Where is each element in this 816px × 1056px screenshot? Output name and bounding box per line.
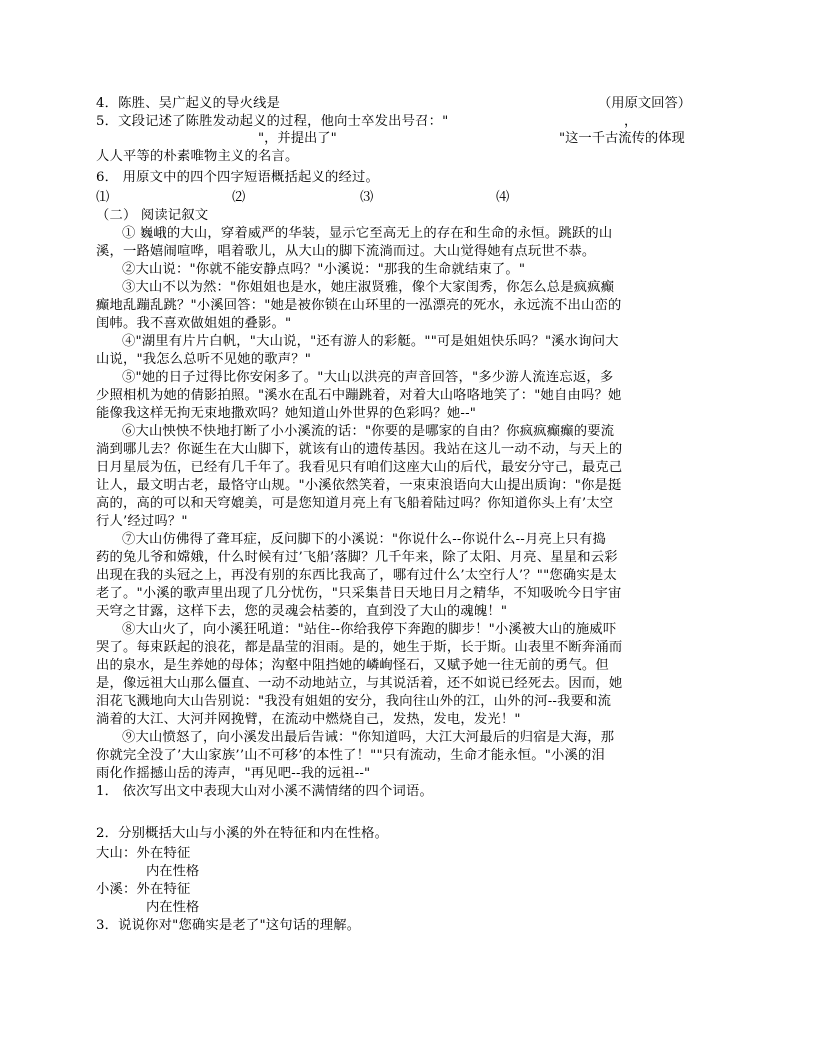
passage-line: 雨化作摇撼山岳的涛声，"再见吧--我的远祖--" <box>96 766 371 781</box>
passage-line: 行人’经过吗？" <box>96 514 188 529</box>
passage-line: ⑧大山火了，向小溪狂吼道："站住--你给我停下奔跑的脚步！"小溪被大山的施威吓 <box>122 622 617 637</box>
question-2: 2．分别概括大山与小溪的外在特征和内在性格。 <box>96 826 389 841</box>
question-4-text: 4．陈胜、吴广起义的导火线是 <box>96 96 281 111</box>
passage-line: 少照相机为她的倩影拍照。"溪水在乱石中蹦跳着，对着大山咯咯地笑了："她自由吗？她 <box>96 388 622 403</box>
question-6: 6． 用原文中的四个四字短语概括起义的经过。 <box>96 170 380 185</box>
passage-line: 癫地乱蹦乱跳？"小溪回答："她是被你锁在山环里的一泓漂亮的死水，永远流不出山峦的 <box>96 298 622 313</box>
blank-4: ⑷ <box>496 190 510 205</box>
passage-line: 淌到哪儿去？你诞生在大山脚下，就该有山的遗传基因。我站在这儿一动不动，与天上的 <box>96 442 623 457</box>
stream-inner-label: 内在性格 <box>146 900 200 915</box>
passage-line: 天穹之甘露，这样下去，您的灵魂会枯萎的，直到没了大山的魂魄！" <box>96 604 508 619</box>
passage-line: 出现在我的头冠之上，再没有别的东西比我高了，哪有过什么’太空行人’？""您确实是太 <box>96 568 617 583</box>
passage-line: ① 巍峨的大山，穿着威严的华装，显示它至高无上的存在和生命的永恒。跳跃的山 <box>122 226 613 241</box>
mountain-outer-label: 大山：外在特征 <box>96 846 191 861</box>
passage-line: 闺帏。我不喜欢做姐姐的叠影。" <box>96 316 292 331</box>
question-4-hint: （用原文回答） <box>598 96 692 111</box>
passage-line: 能像我这样无拘无束地撒欢吗？她知道山外世界的色彩吗？她--" <box>96 406 477 421</box>
blank-2: ⑵ <box>232 190 246 205</box>
passage-line: ③大山不以为然："你姐姐也是水，她庄淑贤雅，像个大家闺秀，你怎么总是疯疯癫 <box>122 280 615 295</box>
section-title: （二） 阅读记叙文 <box>96 208 209 223</box>
passage-line: ⑦大山仿佛得了聋耳症，反问脚下的小溪说："你说什么--你说什么--月亮上只有捣 <box>122 532 606 547</box>
question-5-line1: 5．文段记述了陈胜发动起义的过程，他向士卒发出号召：" <box>96 114 449 129</box>
passage-line: 溪，一路嬉闹喧哗，唱着歌儿，从大山的脚下流淌而过。大山觉得她有点玩世不恭。 <box>96 244 596 259</box>
passage-line: 是，像远祖大山那么僵直、一动不动地站立，与其说活着，还不如说已经死去。因而，她 <box>96 676 623 691</box>
question-3: 3．说说你对"您确实是老了"这句话的理解。 <box>96 918 361 933</box>
passage-line: 老了。"小溪的歌声里出现了几分忧伤，"只采集昔日天地日月之精华，不知吸吮今日宇宙 <box>96 586 622 601</box>
question-5-comma: ， <box>624 114 638 129</box>
passage-line: 泪花飞溅地向大山告别说："我没有姐姐的安分，我向往山外的江，山外的河--我要和流 <box>96 694 612 709</box>
passage-line: 出的泉水，是生养她的母体；沟壑中阻挡她的嶙峋怪石，又赋予她一往无前的勇气。但 <box>96 658 609 673</box>
blank-3: ⑶ <box>360 190 374 205</box>
passage-line: 日月星辰为伍，已经有几千年了。我看见只有咱们这座大山的后代，最安分守己，最克己 <box>96 460 623 475</box>
passage-line: ②大山说："你就不能安静点吗？"小溪说："那我的生命就结束了。" <box>122 262 526 277</box>
passage-line: ⑨大山愤怒了，向小溪发出最后告诫："你知道吗，大江大河最后的归宿是大海，那 <box>122 730 615 745</box>
passage-line: 淌着的大江、大河并网挽臂，在流动中燃烧自己，发热，发电，发光！" <box>96 712 521 727</box>
passage-line: ⑤"她的日子过得比你安闲多了。"大山以洪亮的声音回答，"多少游人流连忘返，多 <box>122 370 614 385</box>
passage-line: 你就完全没了’大山家族’’山不可移’的本性了！""只有流动，生命才能永恒。"小溪的泪 <box>96 748 606 763</box>
passage-line: 高的，高的可以和天穹媲美，可是您知道月亮上有飞船着陆过吗？你知道你头上有’太空 <box>96 496 614 511</box>
passage-line: ⑥大山怏怏不快地打断了小小溪流的话："你要的是哪家的自由？你疯疯癫癫的要流 <box>122 424 615 439</box>
question-5-line2b: "这一千古流传的体现 <box>559 131 685 146</box>
question-5-line2a: "，并提出了" <box>258 131 337 146</box>
stream-outer-label: 小溪：外在特征 <box>96 882 191 897</box>
question-5-line3: 人人平等的朴素唯物主义的名言。 <box>96 149 299 164</box>
blank-1: ⑴ <box>96 190 110 205</box>
passage-line: 让人，最文明古老，最恪守山规。"小溪依然笑着，一束束浪语向大山提出质询："你是挺 <box>96 478 622 493</box>
mountain-inner-label: 内在性格 <box>146 864 200 879</box>
question-1: 1． 依次写出文中表现大山对小溪不满情绪的四个词语。 <box>96 784 434 799</box>
passage-line: ④"湖里有片片白帆，"大山说，"还有游人的彩艇。""可是姐姐快乐吗？"溪水询问大 <box>122 334 619 349</box>
passage-line: 哭了。每束跃起的浪花，都是晶莹的泪雨。是的，她生于斯，长于斯。山表里不断奔涌而 <box>96 640 623 655</box>
passage-line: 药的兔儿爷和嫦娥，什么时候有过’飞船’落脚？几千年来，除了太阳、月亮、星星和云彩 <box>96 550 618 565</box>
passage-line: 山说，"我怎么总听不见她的歌声？" <box>96 352 312 367</box>
